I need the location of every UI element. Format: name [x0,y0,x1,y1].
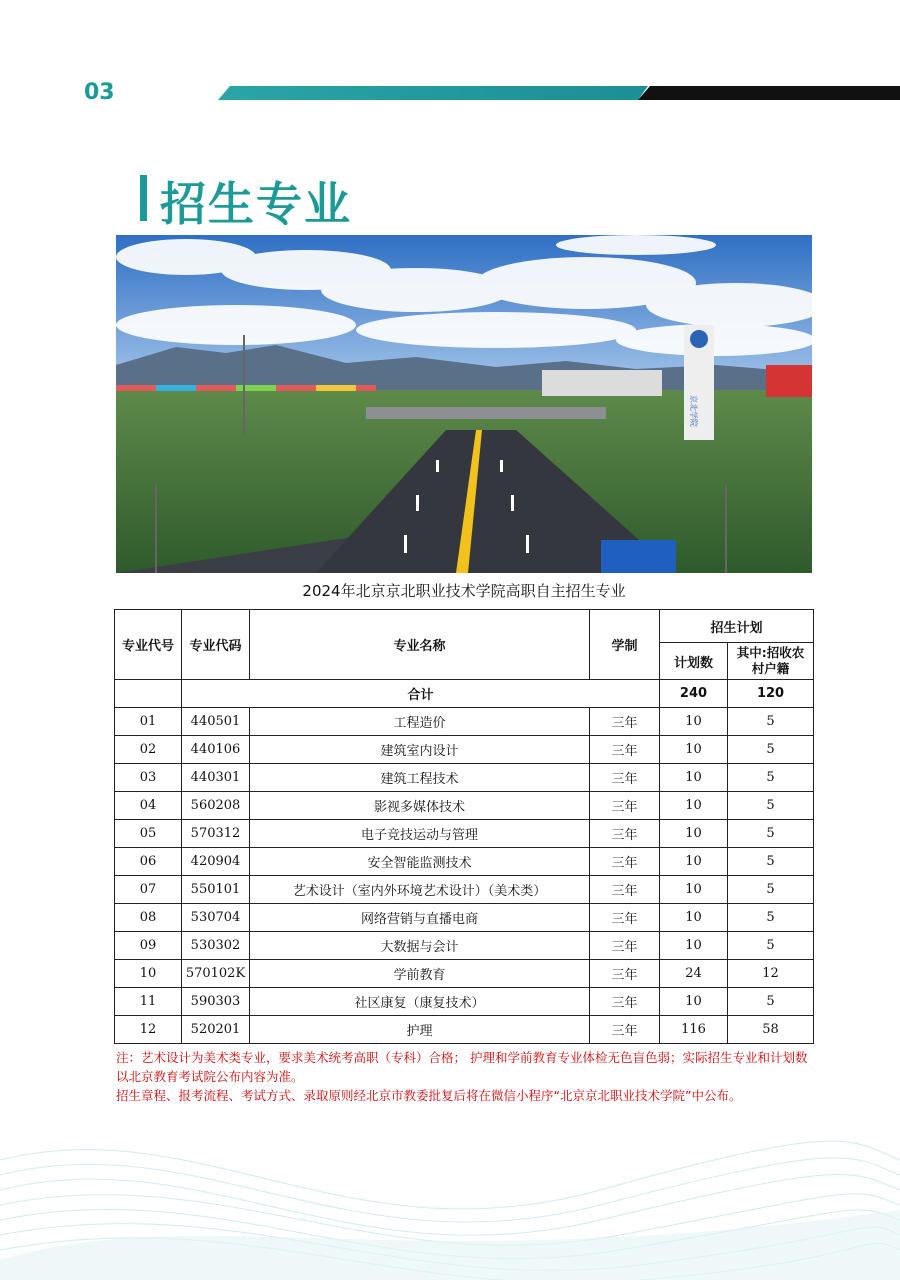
total-row [115,680,814,708]
decorative-waves [0,960,900,1280]
total-plan: 240 [660,680,728,708]
cell-major-name: 影视多媒体技术 [250,792,590,820]
cell-major-code: 570312 [182,820,250,848]
cell-duration: 三年 [590,764,660,792]
table-row [115,736,814,764]
cell-major-name: 建筑室内设计 [250,736,590,764]
table-row [115,932,814,960]
cell-plan: 10 [660,904,728,932]
cell-duration: 三年 [590,820,660,848]
table-row [115,904,814,932]
cell-rural: 5 [728,736,814,764]
cell-major-name: 护理 [250,1016,590,1044]
cell-major-no: 01 [115,708,182,736]
table-row [115,792,814,820]
cell-major-no: 06 [115,848,182,876]
cell-major-name: 大数据与会计 [250,932,590,960]
cell-plan: 10 [660,792,728,820]
cell-major-name: 网络营销与直播电商 [250,904,590,932]
cell-plan: 10 [660,988,728,1016]
header-plan-count: 计划数 [660,643,728,680]
notes [116,1048,816,1105]
cell-major-no: 02 [115,736,182,764]
cell-duration: 三年 [590,932,660,960]
cell-major-name: 安全智能监测技术 [250,848,590,876]
section-title-bar [140,175,147,221]
total-label: 合计 [182,680,660,708]
cell-rural: 5 [728,764,814,792]
cell-major-code: 550101 [182,876,250,904]
cell-major-code: 440501 [182,708,250,736]
header-band-teal [218,86,648,100]
page-number: 03 [84,80,115,105]
cell-major-name: 艺术设计（室内外环境艺术设计）（美术类） [250,876,590,904]
header-major-no: 专业代号 [115,610,182,680]
header-duration: 学制 [590,610,660,680]
cell-rural: 5 [728,904,814,932]
cell-plan: 24 [660,960,728,988]
cell-major-code: 560208 [182,792,250,820]
cell-duration: 三年 [590,708,660,736]
cell-plan: 10 [660,876,728,904]
cell-duration: 三年 [590,904,660,932]
total-rural: 120 [728,680,814,708]
cell-major-name: 工程造价 [250,708,590,736]
cell-duration: 三年 [590,1016,660,1044]
cell-duration: 三年 [590,736,660,764]
cell-major-code: 420904 [182,848,250,876]
cell-major-no: 05 [115,820,182,848]
header-major-code: 专业代码 [182,610,250,680]
cell-plan: 10 [660,736,728,764]
cell-major-code: 530704 [182,904,250,932]
note-line-1: 注：艺术设计为美术类专业，要求美术统考高职（专科）合格； 护理和学前教育专业体检无色盲色弱；实际招生专业和计划数以北京教育考试院公布内容为准。 [116,1050,808,1084]
cell-rural: 5 [728,876,814,904]
cell-major-name: 学前教育 [250,960,590,988]
cell-major-code: 570102K [182,960,250,988]
cell-rural: 12 [728,960,814,988]
table-row [115,820,814,848]
tower-sign-text: 京北学院 [689,395,698,427]
cell-major-no: 10 [115,960,182,988]
table-title: 2024年北京京北职业技术学院高职自主招生专业 [302,582,626,600]
cell-duration: 三年 [590,960,660,988]
cell-major-name: 建筑工程技术 [250,764,590,792]
header-plan: 招生计划 [660,610,814,643]
cell-plan: 10 [660,848,728,876]
table-row [115,848,814,876]
cell-major-no: 11 [115,988,182,1016]
cell-plan: 116 [660,1016,728,1044]
cell-rural: 5 [728,708,814,736]
cell-duration: 三年 [590,848,660,876]
cell-major-code: 440106 [182,736,250,764]
cell-major-code: 590303 [182,988,250,1016]
cell-rural: 5 [728,848,814,876]
table-row [115,708,814,736]
cell-rural: 5 [728,932,814,960]
table-row [115,876,814,904]
cell-major-code: 520201 [182,1016,250,1044]
cell-plan: 10 [660,764,728,792]
cell-major-no: 03 [115,764,182,792]
cell-rural: 5 [728,792,814,820]
cell-major-no: 09 [115,932,182,960]
note-line-2: 招生章程、报考流程、考试方式、录取原则经北京市教委批复后将在微信小程序“北京京北职业技术学院”中公布。 [116,1088,742,1103]
header-major-name: 专业名称 [250,610,590,680]
cell-major-code: 530302 [182,932,250,960]
cell-duration: 三年 [590,988,660,1016]
cell-plan: 10 [660,932,728,960]
table-row [115,764,814,792]
cell-duration: 三年 [590,876,660,904]
cell-major-name: 电子竞技运动与管理 [250,820,590,848]
cell-duration: 三年 [590,792,660,820]
cell-rural: 5 [728,820,814,848]
header-band-black [638,86,900,100]
campus-road-photo [116,235,812,573]
header-rural: 其中:招收农村户籍 [728,643,814,680]
cell-plan: 10 [660,708,728,736]
cell-major-no: 08 [115,904,182,932]
cell-major-no: 04 [115,792,182,820]
section-title: 招生专业 [160,177,352,231]
cell-major-no: 12 [115,1016,182,1044]
cell-major-no: 07 [115,876,182,904]
cell-rural: 58 [728,1016,814,1044]
cell-rural: 5 [728,988,814,1016]
cell-major-name: 社区康复（康复技术） [250,988,590,1016]
cell-major-code: 440301 [182,764,250,792]
cell-plan: 10 [660,820,728,848]
